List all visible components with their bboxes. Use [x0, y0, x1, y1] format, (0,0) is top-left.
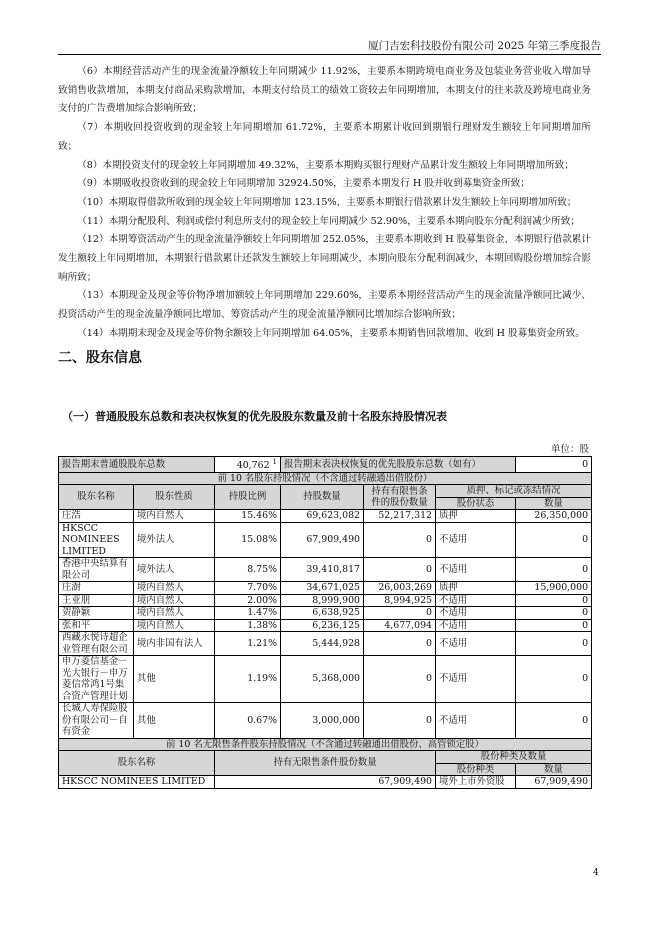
cell-count: 0 [516, 703, 592, 739]
col-status: 股份状态 [436, 497, 516, 510]
ucol-count: 数量 [516, 763, 592, 776]
unrestricted-name: HKSCC NOMINEES LIMITED [59, 776, 215, 789]
section-title: 二、股东信息 [58, 350, 142, 366]
cell-count: 0 [516, 607, 592, 620]
cell-name: 香港中央结算有限公司 [59, 558, 134, 582]
cell-nature: 境内自然人 [134, 582, 215, 595]
cell-count: 0 [516, 656, 592, 703]
cell-status: 不适用 [436, 703, 516, 739]
cell-qty: 3,000,000 [281, 703, 364, 739]
paragraph: （8）本期投资支付的现金较上年同期增加 49.32%，主要系本期购买银行理财产品累计发生额较上年同期增加所致； [77, 159, 574, 171]
cell-qty: 6,638,925 [281, 607, 364, 620]
cell-restricted: 4,677,094 [364, 619, 436, 632]
cell-name: 贺静颖 [59, 607, 134, 620]
cell-nature: 境内自然人 [134, 510, 215, 523]
cell-restricted: 0 [364, 558, 436, 582]
paragraph: （14）本期期末现金及现金等价物余额较上年同期增加 64.05%，主要系本期销售回款增加、收到 H 股募集资金所致。 [77, 327, 585, 339]
cell-qty: 39,410,817 [281, 558, 364, 582]
paragraph: （6）本期经营活动产生的现金流量净额较上年同期减少 11.92%，主要系本期跨境电商业务及包装业务营业收入增加导致销售收款增加，本期支付商品采购款增加，本期支付给员工的绩效工资较去年同期增加，本期支付的往来款及跨境电商业务支付的广告费增加综合影响所致； [58, 66, 591, 115]
cell-qty: 5,444,928 [281, 632, 364, 656]
cell-nature: 境外法人 [134, 522, 215, 558]
col-restricted: 持有有限售条件的股份数量 [364, 485, 436, 510]
cell-count: 0 [516, 558, 592, 582]
table-row [59, 619, 592, 632]
table-row [59, 594, 592, 607]
cell-nature: 境内非国有法人 [134, 632, 215, 656]
cell-status: 不适用 [436, 619, 516, 632]
cell-count: 26,350,000 [516, 510, 592, 523]
cell-ratio: 1.38% [215, 619, 281, 632]
cell-qty: 67,909,490 [281, 522, 364, 558]
cell-name: 长城人寿保险股份有限公司－自有资金 [59, 703, 134, 739]
cell-restricted: 0 [364, 632, 436, 656]
cell-count: 0 [516, 522, 592, 558]
cell-nature: 其他 [134, 656, 215, 703]
unit-label: 单位：股 [550, 444, 589, 455]
cell-ratio: 7.70% [215, 582, 281, 595]
cell-status: 质押 [436, 582, 516, 595]
unrestricted-count: 67,909,490 [516, 776, 592, 789]
cell-restricted: 0 [364, 656, 436, 703]
cell-name: 张和平 [59, 619, 134, 632]
cell-restricted: 8,994,925 [364, 594, 436, 607]
cell-qty: 6,236,125 [281, 619, 364, 632]
cell-qty: 8,999,900 [281, 594, 364, 607]
table-header [59, 485, 592, 498]
cell-status: 不适用 [436, 656, 516, 703]
cell-name: 申万菱信基金－光大银行－申万菱信常鸿1号集合资产管理计划 [59, 656, 134, 703]
table-row [59, 582, 592, 595]
cell-restricted: 52,217,312 [364, 510, 436, 523]
cell-ratio: 15.46% [215, 510, 281, 523]
page-header: 厦门吉宏科技股份有限公司 2025 年第三季度报告 [58, 40, 601, 55]
cell-qty: 5,368,000 [281, 656, 364, 703]
preferred-holders-value: 0 [516, 457, 592, 473]
cell-status: 不适用 [436, 632, 516, 656]
subsection-title: （一）普通股股东总数和表决权恢复的优先股股东数量及前十名股东持股情况表 [62, 410, 447, 423]
cell-name: 庄澍 [59, 582, 134, 595]
cell-name: HKSCC NOMINEES LIMITED [59, 522, 134, 558]
ucol-kind: 股份种类 [436, 763, 516, 776]
cell-ratio: 1.21% [215, 632, 281, 656]
col-pledge: 质押、标记或冻结情况 [436, 485, 592, 498]
table-row [59, 522, 592, 558]
col-qty: 持股数量 [281, 485, 364, 510]
cell-nature: 其他 [134, 703, 215, 739]
cell-ratio: 8.75% [215, 558, 281, 582]
cell-name: 西藏永悦诗超企业管理有限公司 [59, 632, 134, 656]
top10-title: 前 10 名股东持股情况（不含通过转融通出借股份） [59, 472, 592, 485]
cell-nature: 境内自然人 [134, 619, 215, 632]
table-row [59, 656, 592, 703]
cell-restricted: 26,003,269 [364, 582, 436, 595]
paragraph: （7）本期收回投资收到的现金较上年同期增加 61.72%，主要系本期累计收回到期银行理财发生额较上年同期增加所致； [58, 122, 591, 152]
cell-status: 不适用 [436, 607, 516, 620]
table-row [59, 703, 592, 739]
cell-status: 不适用 [436, 522, 516, 558]
paragraph: （12）本期筹资活动产生的现金流量净额较上年同期增加 252.05%，主要系本期收到 H 股募集资金，本期银行借款累计发生额较上年同期增加，本期银行借款累计还款发生额较上年同期减少，本期向股东分配利润减少，本期回购股份增加综合影响所致； [58, 234, 591, 283]
cell-restricted: 0 [364, 703, 436, 739]
table-row [59, 632, 592, 656]
ucol-name: 股东名称 [59, 751, 215, 776]
cell-ratio: 0.67% [215, 703, 281, 739]
cell-count: 15,900,000 [516, 582, 592, 595]
col-count: 数量 [516, 497, 592, 510]
table-row [59, 607, 592, 620]
unrestricted-kind: 境外上市外资股 [436, 776, 516, 789]
summary-row [59, 457, 592, 473]
paragraph: （11）本期分配股利、利润或偿付利息所支付的现金较上年同期减少 52.90%，主要系本期向股东分配利润减少所致； [77, 215, 580, 227]
paragraph: （10）本期取得借款所收到的现金较上年同期增加 123.15%，主要系本期银行借款累计发生额较上年同期增加所致； [77, 196, 577, 208]
cell-status: 不适用 [436, 594, 516, 607]
page-number: 4 [593, 868, 599, 878]
cell-nature: 境内自然人 [134, 594, 215, 607]
ucol-qty: 持有无限售条件股份数量 [215, 751, 436, 776]
cell-count: 0 [516, 632, 592, 656]
cell-name: 王亚朋 [59, 594, 134, 607]
cell-ratio: 1.19% [215, 656, 281, 703]
cell-status: 不适用 [436, 558, 516, 582]
cell-status: 质押 [436, 510, 516, 523]
cell-nature: 境外法人 [134, 558, 215, 582]
total-holders-label: 报告期末普通股股东总数 [59, 457, 215, 473]
table-row [59, 776, 592, 789]
col-name: 股东名称 [59, 485, 134, 510]
cashflow-notes [58, 63, 591, 344]
cell-qty: 34,671,025 [281, 582, 364, 595]
cell-name: 庄浩 [59, 510, 134, 523]
paragraph: （13）本期现金及现金等价物净增加额较上年同期增加 229.60%，主要系本期经营活动产生的现金流量净额同比减少、投资活动产生的现金流量净额同比增加、筹资活动产生的现金流量净额同比增加综合影响所致； [58, 290, 591, 321]
cell-restricted: 0 [364, 522, 436, 558]
table-row [59, 510, 592, 523]
table-row [59, 558, 592, 582]
shareholder-table [58, 456, 592, 789]
cell-nature: 境内自然人 [134, 607, 215, 620]
preferred-holders-label: 报告期末表决权恢复的优先股股东总数（如有） [281, 457, 516, 473]
cell-ratio: 2.00% [215, 594, 281, 607]
cell-count: 0 [516, 594, 592, 607]
col-ratio: 持股比例 [215, 485, 281, 510]
ucol-kind-qty: 股份种类及数量 [436, 751, 592, 764]
cell-ratio: 1.47% [215, 607, 281, 620]
paragraph: （9）本期吸收投资收到的现金较上年同期增加 32924.50%，主要系本期发行 H 股并收到募集资金所致； [77, 178, 530, 190]
cell-ratio: 15.08% [215, 522, 281, 558]
col-nature: 股东性质 [134, 485, 215, 510]
unrestricted-qty: 67,909,490 [215, 776, 436, 789]
cell-count: 0 [516, 619, 592, 632]
total-holders-value: 40,762 $^1$ [215, 457, 281, 473]
cell-qty: 69,623,082 [281, 510, 364, 523]
cell-restricted: 0 [364, 607, 436, 620]
unrestricted-title: 前 10 名无限售条件股东持股情况（不含通过转融通出借股份、高管锁定股） [59, 738, 592, 751]
